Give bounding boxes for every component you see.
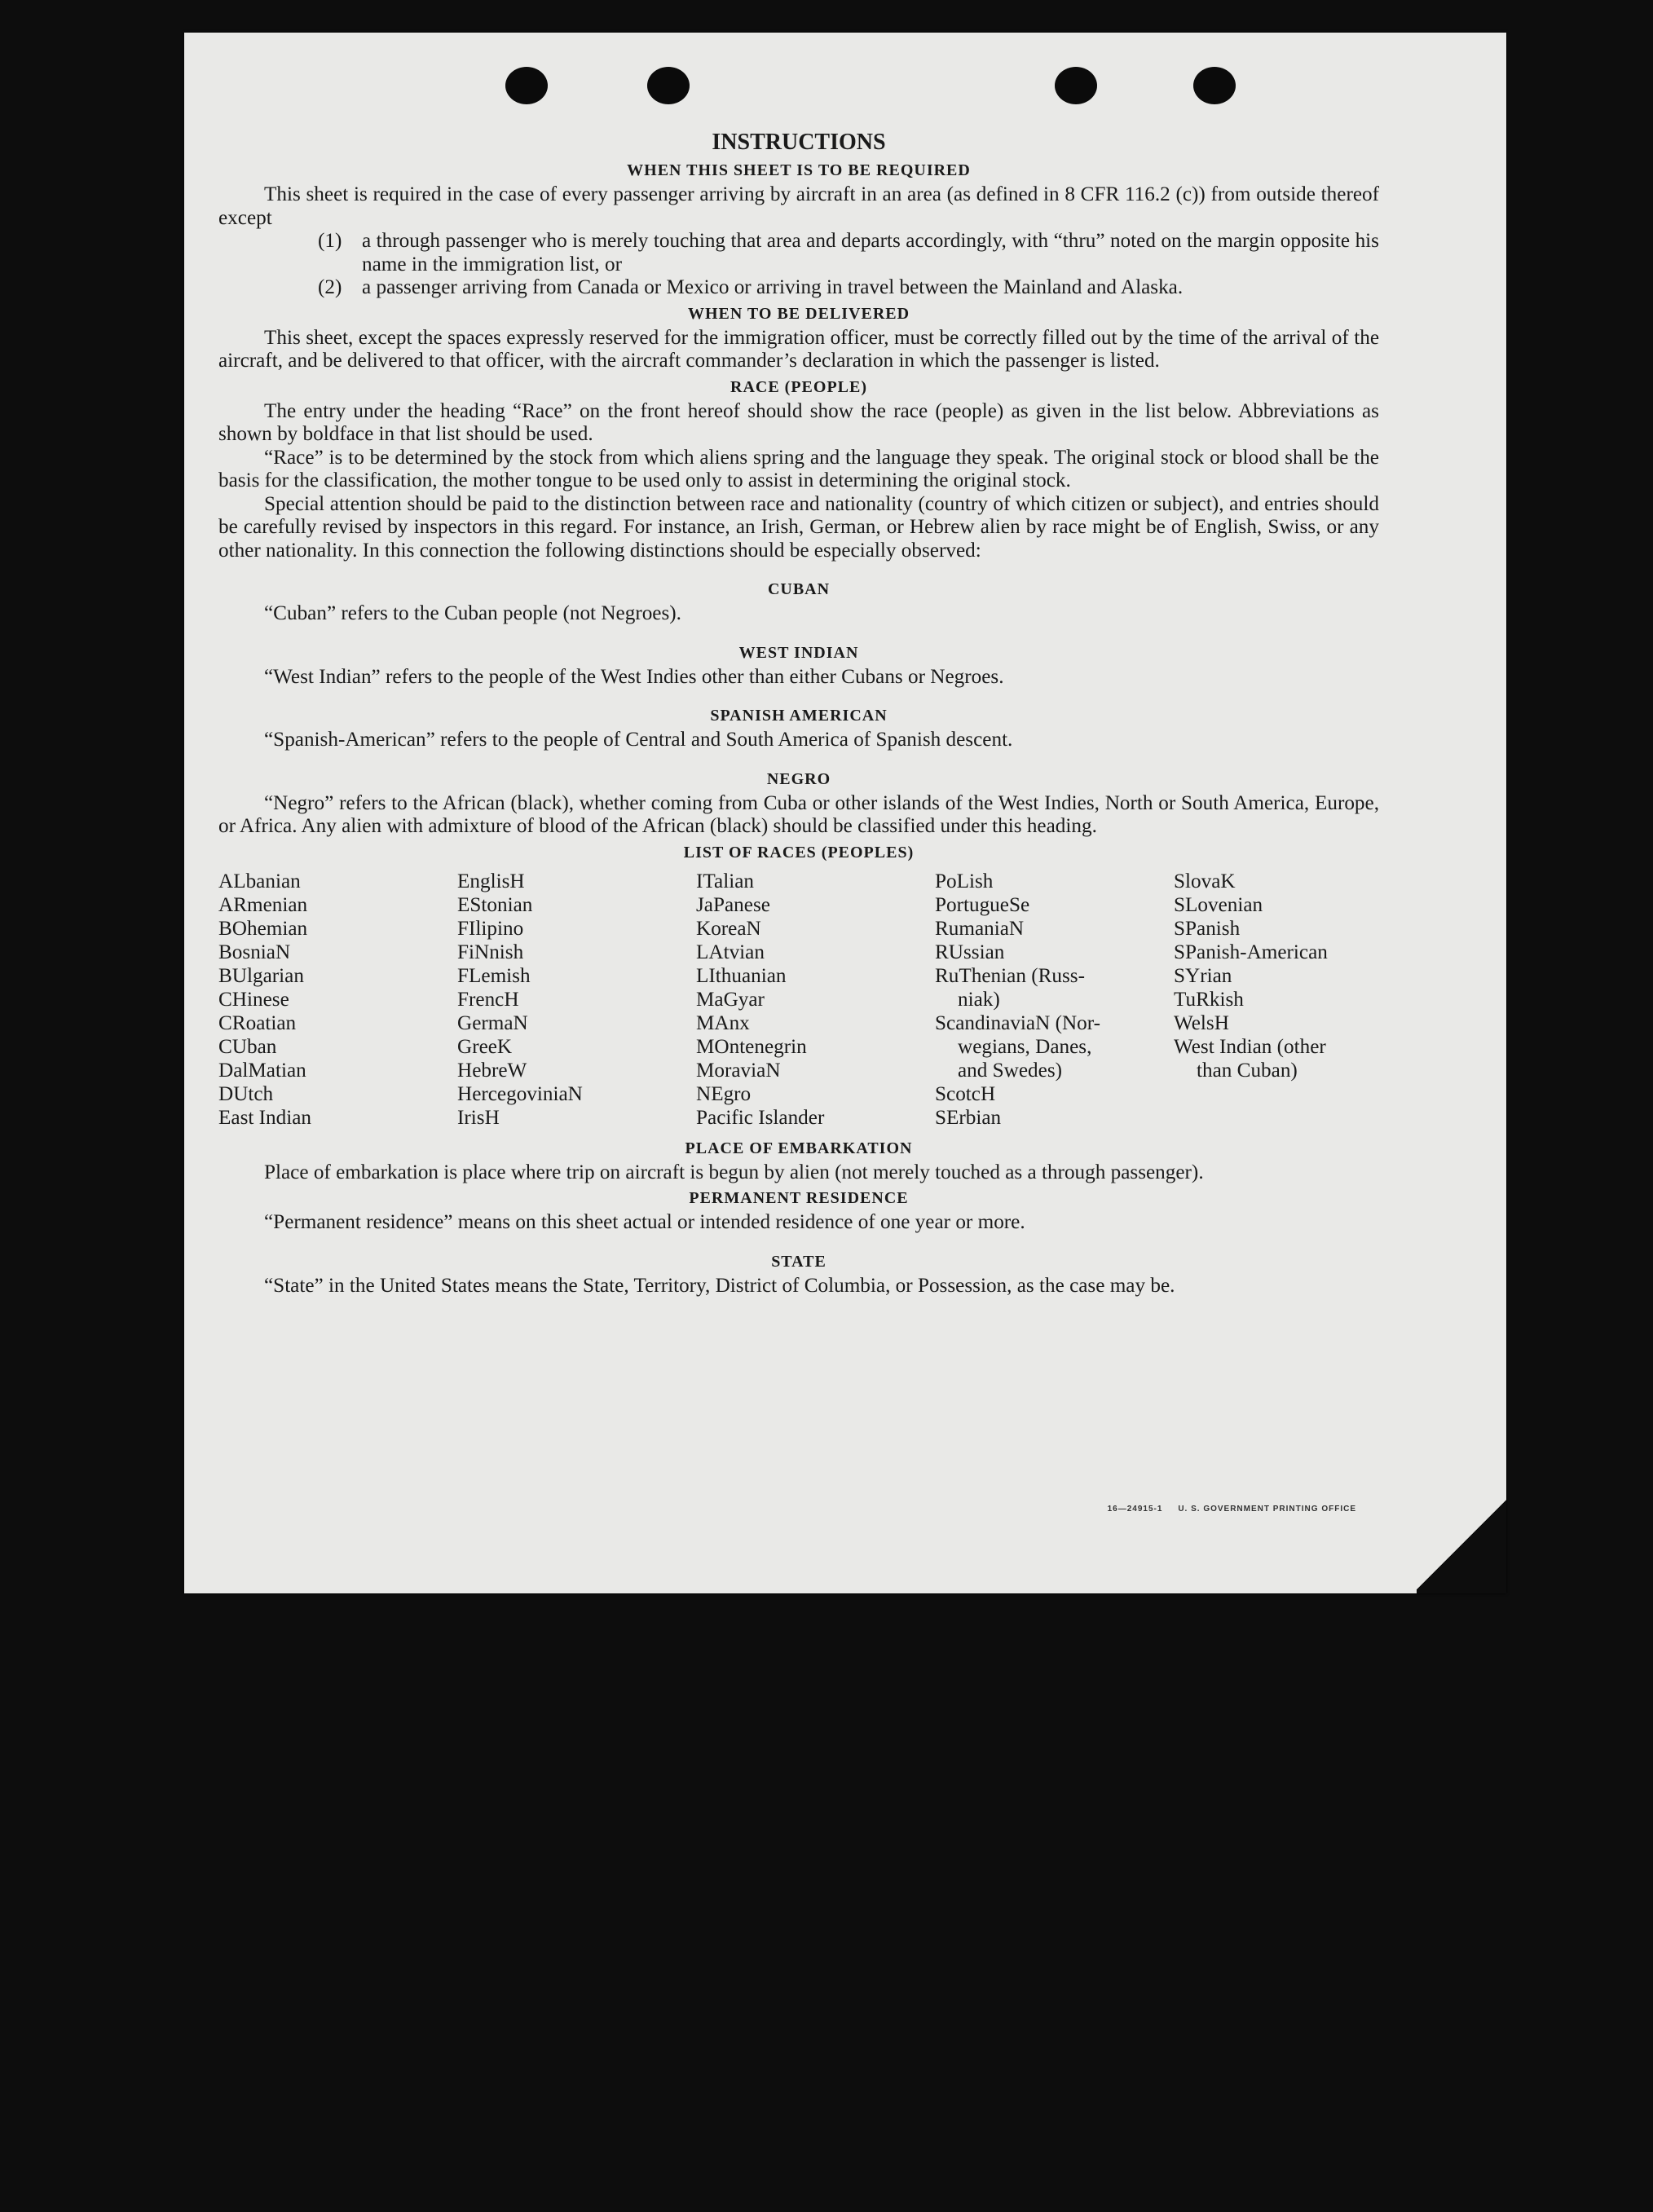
race-entry: GreeK (457, 1035, 513, 1058)
race-entry: Pacific Islander (696, 1106, 825, 1129)
race-entry: SPanish (1174, 917, 1241, 940)
race-entry: MAnx (696, 1011, 750, 1034)
race-entry: MoraviaN (696, 1059, 781, 1082)
race-entry: ITalian (696, 870, 754, 892)
punch-hole (1193, 67, 1236, 104)
exception-text: a passenger arriving from Canada or Mexico or arriving in travel between the Mainland and Alaska. (362, 276, 1184, 298)
race-paragraph: “Race” is to be determined by the stock from which aliens spring and the language they speak. The original stock or blood shall be the basis for the classification, the mother tongue to be used only to assist in determining the original stock. (218, 446, 1379, 491)
when-delivered-text: This sheet, except the spaces expressly reserved for the immigration officer, must be correctly filled out by the time of the arrival of the aircraft, and be delivered to that officer, with the aircraft commander’s declaration in which the passenger is listed. (218, 326, 1379, 372)
race-entry: EnglisH (457, 870, 525, 892)
race-entry: SlovaK (1174, 870, 1236, 892)
race-entry: JaPanese (696, 893, 770, 916)
heading-permanent-residence: PERMANENT RESIDENCE (689, 1189, 909, 1207)
race-entry: FIlipino (457, 917, 524, 940)
heading-when-required: WHEN THIS SHEET IS TO BE REQUIRED (627, 161, 971, 179)
race-entry: MaGyar (696, 988, 765, 1011)
race-entry: SYrian (1174, 964, 1232, 987)
form-number: 16—24915-1 (1107, 1505, 1163, 1514)
heading-list-of-races: LIST OF RACES (PEOPLES) (683, 843, 915, 861)
race-list (218, 870, 1379, 1130)
race-entry: WelsH (1174, 1011, 1229, 1034)
punch-hole (505, 67, 548, 104)
race-paragraph: The entry under the heading “Race” on the front hereof should show the race (people) as given in the list below. Abbreviations as shown by boldface in that list should be used. (218, 399, 1379, 445)
heading-state: STATE (771, 1252, 826, 1271)
race-entry: BosniaN (218, 941, 291, 963)
punch-hole (647, 67, 690, 104)
race-entry: ALbanian (218, 870, 301, 892)
print-code (1108, 1505, 1356, 1514)
race-entry: SPanish-American (1174, 941, 1328, 963)
race-entry: PoLish (935, 870, 994, 892)
page-title: INSTRUCTIONS (712, 130, 886, 155)
punch-hole (1055, 67, 1097, 104)
race-entry: West Indian (other (1174, 1035, 1326, 1058)
race-entry: SLovenian (1174, 893, 1263, 916)
exception-item (218, 276, 1379, 300)
race-entry: GermaN (457, 1011, 528, 1034)
race-entry: CHinese (218, 988, 289, 1011)
west-indian-text: “West Indian” refers to the people of the West Indies other than either Cubans or Negroes. (264, 665, 1004, 688)
race-column (1174, 870, 1379, 1130)
race-entry: EStonian (457, 893, 533, 916)
exception-number: (1) (318, 230, 342, 252)
race-entry: LIthuanian (696, 964, 787, 987)
heading-when-delivered: WHEN TO BE DELIVERED (687, 304, 910, 323)
race-entry-continuation: and Swedes) (958, 1059, 1063, 1082)
exception-text: a through passenger who is merely touching that area and departs accordingly, with “thru” noted on the margin opposite his name in the immigration list, or (362, 230, 1379, 275)
cuban-text: “Cuban” refers to the Cuban people (not Negroes). (264, 602, 681, 624)
race-paragraph: Special attention should be paid to the distinction between race and nationality (country of which citizen or subject), and entries should be carefully revised by inspectors in this regard. For instance, an Irish, German, or Hebrew alien by race might be of English, Swiss, or any other nationality. In this connection the following distinctions should be especially observed: (218, 492, 1379, 562)
race-column (218, 870, 457, 1130)
race-entry: HebreW (457, 1059, 527, 1082)
exception-number: (2) (318, 276, 342, 298)
heading-spanish-american: SPANISH AMERICAN (710, 707, 888, 725)
race-entry-continuation: niak) (958, 988, 1000, 1011)
race-entry: ScandinaviaN (Nor- (935, 1011, 1101, 1034)
heading-race: RACE (PEOPLE) (730, 377, 867, 396)
race-entry: LAtvian (696, 941, 765, 963)
race-entry: FLemish (457, 964, 531, 987)
spanish-american-text: “Spanish-American” refers to the people of Central and South America of Spanish descent. (264, 729, 1013, 751)
document-sheet (184, 33, 1506, 1593)
heading-negro: NEGRO (766, 769, 831, 788)
race-entry: DUtch (218, 1082, 274, 1105)
race-entry: SErbian (935, 1106, 1002, 1129)
negro-text: “Negro” refers to the African (black), whether coming from Cuba or other islands of the West Indies, North or South America, Europe, or Africa. Any alien with admixture of blood of the African (black) should be classified under this heading. (218, 791, 1379, 837)
race-entry: HercegoviniaN (457, 1082, 583, 1105)
race-entry: MOntenegrin (696, 1035, 807, 1058)
residence-text: “Permanent residence” means on this sheet actual or intended residence of one year or more. (264, 1211, 1025, 1233)
state-text: “State” in the United States means the State, Territory, District of Columbia, or Possession, as the case may be. (264, 1274, 1175, 1297)
heading-cuban: CUBAN (767, 580, 831, 598)
race-entry: CUban (218, 1035, 277, 1058)
race-entry: RumaniaN (935, 917, 1025, 940)
race-entry: BOhemian (218, 917, 308, 940)
race-entry: ARmenian (218, 893, 308, 916)
race-entry: IrisH (457, 1106, 500, 1129)
race-entry: East Indian (218, 1106, 312, 1129)
heading-embarkation: PLACE OF EMBARKATION (685, 1139, 913, 1157)
printer-name: U. S. GOVERNMENT PRINTING OFFICE (1178, 1505, 1356, 1514)
race-entry: DalMatian (218, 1059, 306, 1082)
race-column (457, 870, 696, 1130)
race-entry: ScotcH (935, 1082, 996, 1105)
race-entry: KoreaN (696, 917, 761, 940)
race-entry: FrencH (457, 988, 519, 1011)
heading-west-indian: WEST INDIAN (738, 643, 859, 662)
exception-item (218, 230, 1379, 276)
folded-corner (1417, 1496, 1506, 1593)
race-entry-continuation: wegians, Danes, (958, 1035, 1092, 1058)
when-required-intro: This sheet is required in the case of every passenger arriving by aircraft in an area (as defined in 8 CFR 116.2 (c)) from outside thereof except (218, 183, 1379, 229)
race-entry: TuRkish (1174, 988, 1244, 1011)
race-entry: NEgro (696, 1082, 752, 1105)
race-entry: PortugueSe (935, 893, 1030, 916)
race-column (696, 870, 935, 1130)
race-entry: RUssian (935, 941, 1005, 963)
instructions-content (218, 129, 1379, 1298)
race-entry: FiNnish (457, 941, 524, 963)
race-column (935, 870, 1174, 1130)
race-entry: BUlgarian (218, 964, 304, 987)
embarkation-text: Place of embarkation is place where trip on aircraft is begun by alien (not merely touched as a through passenger). (264, 1161, 1204, 1183)
race-entry: RuThenian (Russ- (935, 964, 1085, 987)
race-entry: CRoatian (218, 1011, 297, 1034)
race-entry-continuation: than Cuban) (1197, 1059, 1298, 1082)
